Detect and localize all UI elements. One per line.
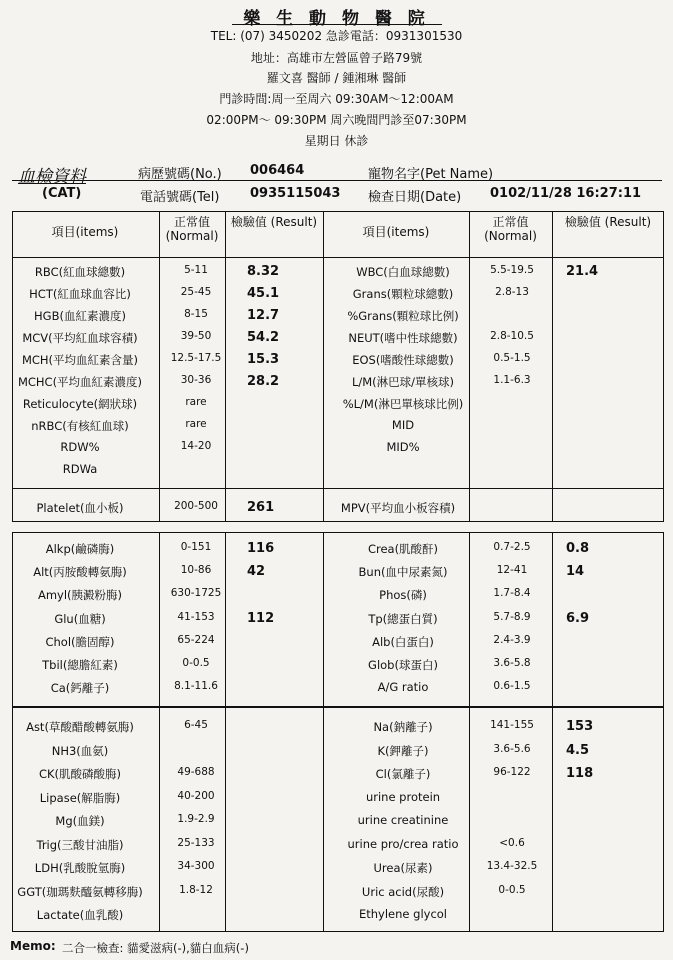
column-divider bbox=[469, 708, 470, 931]
column-divider bbox=[323, 708, 324, 931]
test-item-name: Ca(鈣離子) bbox=[50, 681, 110, 696]
test-result: 0.8 bbox=[566, 541, 590, 556]
test-item-name: Trig(三酸甘油脂) bbox=[36, 837, 124, 852]
test-item-name: RBC(紅血球總數) bbox=[34, 265, 126, 279]
test-item-name: Na(鈉離子) bbox=[373, 720, 433, 734]
test-item-name: Glu(血糖) bbox=[54, 611, 106, 626]
header-result-left: 檢驗值 (Result) bbox=[230, 215, 318, 229]
test-item-name: WBC(白血球總數) bbox=[356, 265, 450, 279]
date-label: 檢查日期(Date) bbox=[368, 190, 462, 205]
test-item-name: Alt(丙胺酸轉氨脢) bbox=[33, 565, 127, 580]
test-item-name: K(鉀離子) bbox=[377, 743, 429, 758]
test-item-name: Urea(尿素) bbox=[373, 861, 433, 875]
test-result: 8.32 bbox=[247, 264, 280, 279]
test-item-name: EOS(嗜酸性球總數) bbox=[352, 353, 454, 367]
normal-range: 0.6-1.5 bbox=[493, 680, 531, 693]
normal-range: 2.8-13 bbox=[495, 286, 529, 298]
normal-range: 0.5-1.5 bbox=[493, 352, 531, 364]
normal-range: 12-41 bbox=[496, 564, 528, 577]
normal-range: 49-688 bbox=[177, 766, 215, 778]
test-item-name: LDH(乳酸脫氫脢) bbox=[34, 861, 126, 875]
test-item-name: NH3(血氨) bbox=[51, 743, 109, 758]
normal-range: 3.6-5.6 bbox=[493, 742, 531, 755]
normal-range: 8-15 bbox=[184, 308, 208, 320]
header-normal-right: 正常值 (Normal) bbox=[484, 215, 537, 243]
test-result: 21.4 bbox=[566, 264, 599, 279]
column-divider bbox=[225, 533, 226, 706]
clinic-phone: TEL: (07) 3450202 急診電話：0931301530 bbox=[210, 29, 463, 43]
test-item-name: RDW% bbox=[60, 440, 100, 454]
normal-range: 630-1725 bbox=[170, 587, 222, 600]
test-item-name: urine creatinine bbox=[357, 813, 449, 827]
test-item-name: Ethylene glycol bbox=[358, 907, 448, 921]
normal-range: 13.4-32.5 bbox=[486, 860, 538, 872]
test-item-name: HGB(血紅素濃度) bbox=[34, 309, 126, 323]
normal-range: <0.6 bbox=[499, 836, 525, 849]
test-item-name: HCT(紅血球血容比) bbox=[29, 287, 131, 301]
normal-range: 10-86 bbox=[180, 564, 212, 577]
header-normal-left: 正常值 (Normal) bbox=[165, 215, 219, 243]
normal-range: 14-20 bbox=[180, 440, 212, 452]
header-result-right: 檢驗值 (Result) bbox=[564, 215, 652, 229]
test-item-name: Tp(總蛋白質) bbox=[368, 611, 438, 626]
clinic-hours-2: 02:00PM～ 09:30PM 周六晚間門診至07:30PM bbox=[206, 113, 467, 127]
clinic-address: 地址：高雄市左營區曾子路79號 bbox=[250, 51, 423, 65]
clinic-name: 樂 生 動 物 醫 院 bbox=[243, 9, 430, 29]
test-result: 118 bbox=[566, 766, 594, 781]
test-item-name: Cl(氯離子) bbox=[375, 767, 431, 781]
normal-range: 96-122 bbox=[493, 766, 531, 778]
header-items-right: 項目(items) bbox=[362, 225, 430, 239]
test-item-name: Phos(磷) bbox=[379, 588, 427, 603]
memo-text: 二合一檢查: 貓愛滋病(-),貓白血病(-) bbox=[62, 941, 249, 955]
test-item-name: Crea(肌酸酐) bbox=[367, 542, 439, 556]
test-result: 4.5 bbox=[566, 742, 590, 758]
test-item-name: MID bbox=[391, 418, 415, 432]
test-item-name: A/G ratio bbox=[377, 680, 429, 695]
test-item-name: MCV(平均紅血球容積) bbox=[22, 331, 138, 345]
column-divider bbox=[469, 212, 470, 521]
row-divider bbox=[13, 488, 663, 489]
test-result: 112 bbox=[247, 610, 275, 626]
row-divider bbox=[13, 257, 663, 258]
test-item-name: MCHC(平均血紅素濃度) bbox=[17, 375, 143, 389]
test-item-name: Uric acid(尿酸) bbox=[361, 884, 445, 899]
title-underline bbox=[232, 24, 442, 25]
column-divider bbox=[225, 708, 226, 931]
normal-range: 2.8-10.5 bbox=[490, 330, 534, 342]
test-item-name: Mg(血鎂) bbox=[55, 814, 105, 828]
test-item-name: MID% bbox=[386, 440, 420, 454]
info-divider bbox=[12, 180, 662, 181]
test-item-name: Grans(顆粒球總數) bbox=[352, 287, 454, 301]
normal-range: 3.6-5.8 bbox=[493, 657, 531, 669]
test-item-name: Glob(球蛋白) bbox=[368, 658, 438, 672]
normal-range: 200-500 bbox=[174, 500, 218, 512]
normal-range: 40-200 bbox=[177, 789, 215, 802]
test-result: 15.3 bbox=[247, 352, 280, 367]
test-result: 42 bbox=[247, 564, 266, 580]
test-item-name: MPV(平均血小板容積) bbox=[340, 501, 456, 515]
test-item-name: L/M(淋巴球/單核球) bbox=[351, 375, 455, 389]
column-divider bbox=[323, 212, 324, 521]
column-divider bbox=[225, 212, 226, 521]
column-divider bbox=[552, 533, 553, 706]
normal-range: 39-50 bbox=[180, 330, 212, 342]
normal-range: 65-224 bbox=[177, 633, 215, 646]
test-result: 116 bbox=[247, 541, 275, 556]
test-item-name: Reticulocyte(網狀球) bbox=[22, 397, 138, 411]
test-item-name: CK(肌酸磷酸脢) bbox=[38, 767, 122, 781]
normal-range: 1.8-12 bbox=[179, 883, 213, 896]
column-divider bbox=[469, 533, 470, 706]
test-item-name: Platelet(血小板) bbox=[36, 501, 124, 515]
tel-value: 0935115043 bbox=[250, 186, 341, 201]
column-divider bbox=[159, 533, 160, 706]
test-result: 153 bbox=[566, 719, 594, 734]
test-item-name: Chol(膽固醇) bbox=[45, 634, 115, 649]
normal-range: 34-300 bbox=[177, 860, 215, 872]
normal-range: 5.7-8.9 bbox=[493, 610, 531, 623]
test-item-name: MCH(平均血紅素含量) bbox=[21, 353, 139, 367]
column-divider bbox=[323, 533, 324, 706]
normal-range: 25-133 bbox=[177, 836, 215, 849]
normal-range: 2.4-3.9 bbox=[493, 633, 531, 646]
normal-range: 0-151 bbox=[180, 541, 212, 553]
test-result: 12.7 bbox=[247, 308, 280, 323]
test-result: 28.2 bbox=[247, 374, 280, 389]
clinic-doctors: 羅文喜 醫師 / 鍾湘琳 醫師 bbox=[266, 71, 407, 85]
normal-range: 5-11 bbox=[184, 264, 208, 276]
test-item-name: Lactate(血乳酸) bbox=[36, 908, 124, 922]
normal-range: 6-45 bbox=[184, 719, 208, 731]
test-item-name: Amyl(胰澱粉脢) bbox=[37, 588, 123, 603]
pet-name-label: 寵物名字(Pet Name) bbox=[368, 167, 494, 182]
test-item-name: Tbil(總膽紅素) bbox=[42, 658, 118, 672]
test-result: 6.9 bbox=[566, 610, 590, 626]
normal-range: 12.5-17.5 bbox=[170, 352, 222, 364]
test-item-name: %L/M(淋巴單核球比例) bbox=[342, 397, 464, 411]
normal-range: 1.1-6.3 bbox=[493, 374, 531, 386]
column-divider bbox=[552, 212, 553, 521]
date-value: 0102/11/28 16:27:11 bbox=[490, 186, 642, 201]
blood-test-title: 血檢資料 bbox=[18, 167, 86, 187]
normal-range: 30-36 bbox=[180, 374, 212, 386]
clinic-hours-3: 星期日 休診 bbox=[304, 134, 369, 148]
record-no-value: 006464 bbox=[250, 163, 305, 178]
memo-label: Memo: bbox=[10, 939, 56, 953]
normal-range: 141-155 bbox=[490, 719, 534, 731]
test-item-name: Lipase(解脂脢) bbox=[39, 790, 121, 805]
test-item-name: Alkp(鹼磷脢) bbox=[45, 542, 115, 556]
normal-range: 41-153 bbox=[177, 610, 215, 623]
normal-range: 5.5-19.5 bbox=[490, 264, 534, 276]
header-items-left: 項目(items) bbox=[51, 225, 119, 239]
test-result: 45.1 bbox=[247, 286, 280, 301]
clinic-hours-1: 門診時間:周一至周六 09:30AM～12:00AM bbox=[219, 92, 454, 106]
test-item-name: GGT(珈瑪麩醯氨轉移脢) bbox=[17, 884, 143, 899]
test-result: 54.2 bbox=[247, 330, 280, 345]
record-no-label: 病歷號碼(No.) bbox=[138, 167, 222, 182]
normal-range: 1.7-8.4 bbox=[493, 587, 531, 600]
test-item-name: urine protein bbox=[365, 789, 441, 804]
normal-range: rare bbox=[185, 396, 207, 408]
normal-range: rare bbox=[185, 418, 207, 430]
species-label: (CAT) bbox=[42, 186, 82, 201]
normal-range: 0-0.5 bbox=[182, 657, 210, 669]
column-divider bbox=[159, 212, 160, 521]
column-divider bbox=[159, 708, 160, 931]
test-item-name: Bun(血中尿素氮) bbox=[358, 565, 448, 580]
test-item-name: Ast(草酸醋酸轉氨脢) bbox=[26, 720, 134, 734]
tel-label: 電話號碼(Tel) bbox=[140, 190, 220, 205]
normal-range: 8.1-11.6 bbox=[174, 680, 218, 693]
test-item-name: %Grans(顆粒球比例) bbox=[347, 309, 459, 323]
normal-range: 0.7-2.5 bbox=[493, 541, 531, 553]
test-result: 261 bbox=[247, 500, 275, 515]
column-divider bbox=[552, 708, 553, 931]
test-item-name: urine pro/crea ratio bbox=[347, 836, 459, 851]
test-item-name: nRBC(有核紅血球) bbox=[31, 419, 129, 433]
normal-range: 25-45 bbox=[180, 286, 212, 298]
test-result: 14 bbox=[566, 564, 585, 580]
test-item-name: Alb(白蛋白) bbox=[372, 634, 434, 649]
normal-range: 1.9-2.9 bbox=[177, 813, 215, 825]
test-item-name: RDWa bbox=[62, 462, 98, 476]
test-item-name: NEUT(嗜中性球總數) bbox=[348, 331, 458, 345]
normal-range: 0-0.5 bbox=[498, 883, 526, 896]
